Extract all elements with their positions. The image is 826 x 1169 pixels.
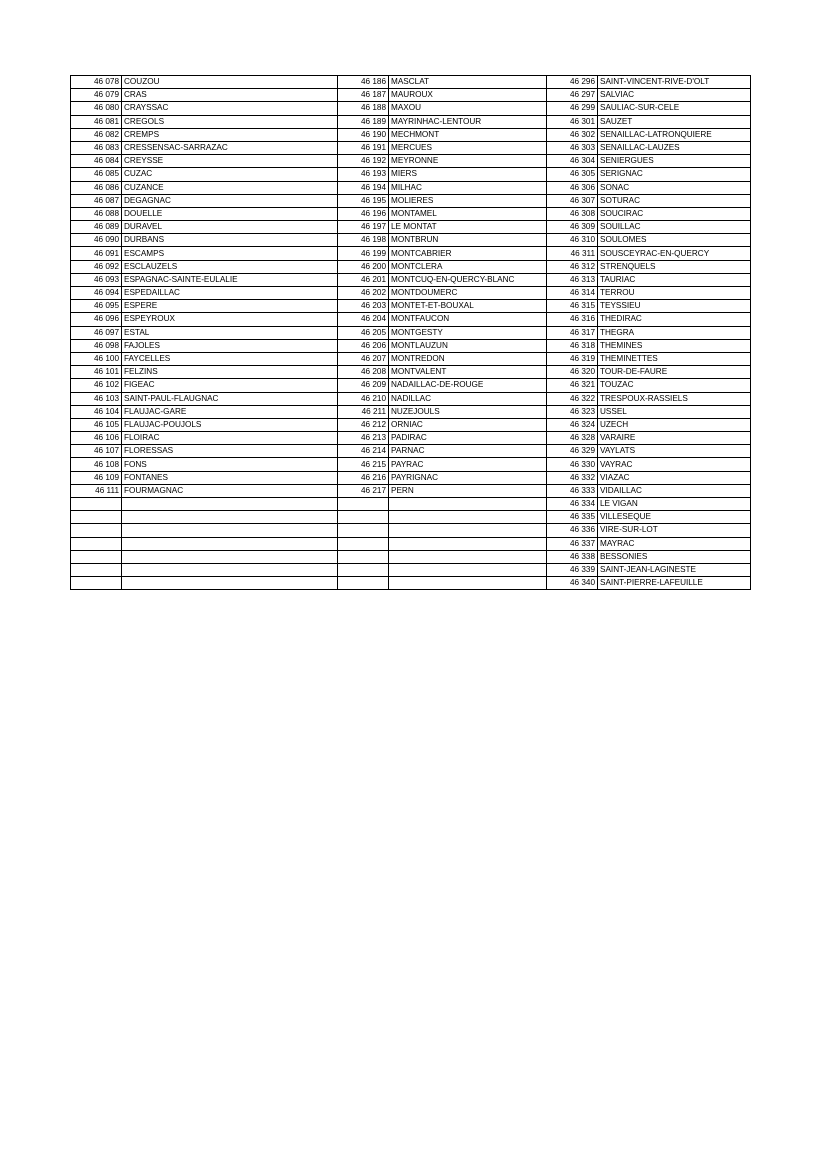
commune-name-cell: SAUZET [598, 115, 751, 128]
commune-name-cell: FELZINS [122, 366, 338, 379]
commune-name-cell: MONTET-ET-BOUXAL [389, 300, 547, 313]
commune-code-cell: 46 200 [338, 260, 389, 273]
commune-code-cell: 46 312 [547, 260, 598, 273]
commune-code-cell [71, 550, 122, 563]
commune-name-cell: PADIRAC [389, 432, 547, 445]
table-row [71, 339, 751, 352]
commune-code-cell: 46 188 [338, 102, 389, 115]
table-row [71, 207, 751, 220]
table-row [71, 458, 751, 471]
commune-name-cell: MECHMONT [389, 128, 547, 141]
commune-code-cell [338, 498, 389, 511]
commune-code-cell: 46 111 [71, 484, 122, 497]
commune-name-cell: MONTCLERA [389, 260, 547, 273]
commune-name-cell [122, 511, 338, 524]
commune-code-cell: 46 078 [71, 76, 122, 89]
commune-name-cell: TERROU [598, 287, 751, 300]
commune-name-cell: CUZANCE [122, 181, 338, 194]
commune-name-cell: SAINT-PAUL-FLAUGNAC [122, 392, 338, 405]
commune-code-cell: 46 324 [547, 418, 598, 431]
commune-code-cell: 46 095 [71, 300, 122, 313]
commune-code-cell: 46 082 [71, 128, 122, 141]
commune-code-cell [338, 524, 389, 537]
commune-code-cell: 46 330 [547, 458, 598, 471]
table-row [71, 484, 751, 497]
commune-code-cell: 46 307 [547, 194, 598, 207]
commune-code-cell: 46 302 [547, 128, 598, 141]
commune-name-cell: THEMINES [598, 339, 751, 352]
commune-code-cell [71, 537, 122, 550]
table-row [71, 141, 751, 154]
commune-code-cell: 46 079 [71, 89, 122, 102]
commune-code-cell: 46 215 [338, 458, 389, 471]
commune-code-cell: 46 209 [338, 379, 389, 392]
commune-name-cell: SENAILLAC-LAUZES [598, 141, 751, 154]
commune-code-cell: 46 337 [547, 537, 598, 550]
commune-name-cell: MERCUES [389, 141, 547, 154]
commune-name-cell: BESSONIES [598, 550, 751, 563]
commune-code-cell: 46 214 [338, 445, 389, 458]
commune-name-cell: TOUR-DE-FAURE [598, 366, 751, 379]
commune-name-cell: FLORESSAS [122, 445, 338, 458]
commune-name-cell: NADAILLAC-DE-ROUGE [389, 379, 547, 392]
commune-code-cell: 46 304 [547, 155, 598, 168]
commune-name-cell: USSEL [598, 405, 751, 418]
commune-code-cell: 46 334 [547, 498, 598, 511]
commune-name-cell: FAYCELLES [122, 352, 338, 365]
commune-code-cell: 46 086 [71, 181, 122, 194]
commune-code-cell: 46 197 [338, 221, 389, 234]
commune-code-cell: 46 081 [71, 115, 122, 128]
commune-code-cell [338, 511, 389, 524]
commune-code-cell: 46 207 [338, 352, 389, 365]
commune-name-cell: VIDAILLAC [598, 484, 751, 497]
commune-code-cell [338, 563, 389, 576]
commune-name-cell: UZECH [598, 418, 751, 431]
commune-name-cell: TRESPOUX-RASSIELS [598, 392, 751, 405]
commune-name-cell: PERN [389, 484, 547, 497]
commune-name-cell: ORNIAC [389, 418, 547, 431]
commune-code-cell: 46 205 [338, 326, 389, 339]
commune-name-cell: ESCLAUZELS [122, 260, 338, 273]
commune-name-cell: VILLESEQUE [598, 511, 751, 524]
commune-name-cell: MEYRONNE [389, 155, 547, 168]
table-row [71, 313, 751, 326]
commune-name-cell: MAYRAC [598, 537, 751, 550]
commune-code-cell: 46 190 [338, 128, 389, 141]
commune-name-cell [122, 563, 338, 576]
commune-code-cell [338, 550, 389, 563]
commune-code-cell: 46 100 [71, 352, 122, 365]
commune-name-cell: SOULOMES [598, 234, 751, 247]
commune-name-cell: PARNAC [389, 445, 547, 458]
commune-code-cell: 46 313 [547, 273, 598, 286]
commune-code-cell [338, 577, 389, 590]
table-row [71, 326, 751, 339]
commune-name-cell: MAXOU [389, 102, 547, 115]
commune-code-cell: 46 096 [71, 313, 122, 326]
commune-name-cell: FLOIRAC [122, 432, 338, 445]
commune-code-cell: 46 102 [71, 379, 122, 392]
commune-name-cell: NUZEJOULS [389, 405, 547, 418]
commune-name-cell: CRAYSSAC [122, 102, 338, 115]
commune-name-cell: MIERS [389, 168, 547, 181]
commune-name-cell: PAYRIGNAC [389, 471, 547, 484]
commune-name-cell: FOURMAGNAC [122, 484, 338, 497]
commune-code-cell: 46 194 [338, 181, 389, 194]
commune-name-cell: MONTVALENT [389, 366, 547, 379]
commune-code-cell: 46 090 [71, 234, 122, 247]
commune-name-cell: DEGAGNAC [122, 194, 338, 207]
commune-code-cell: 46 336 [547, 524, 598, 537]
commune-name-cell [389, 537, 547, 550]
commune-name-cell: CREGOLS [122, 115, 338, 128]
table-row [71, 76, 751, 89]
commune-name-cell: MONTAMEL [389, 207, 547, 220]
commune-name-cell [122, 524, 338, 537]
commune-code-cell: 46 317 [547, 326, 598, 339]
commune-code-cell: 46 333 [547, 484, 598, 497]
commune-code-cell: 46 301 [547, 115, 598, 128]
table-row [71, 471, 751, 484]
commune-name-cell [389, 511, 547, 524]
commune-code-cell: 46 338 [547, 550, 598, 563]
commune-code-cell: 46 217 [338, 484, 389, 497]
commune-name-cell: MILHAC [389, 181, 547, 194]
commune-code-cell: 46 186 [338, 76, 389, 89]
table-row [71, 379, 751, 392]
commune-name-cell: MONTCUQ-EN-QUERCY-BLANC [389, 273, 547, 286]
commune-name-cell: SAULIAC-SUR-CELE [598, 102, 751, 115]
commune-name-cell: LE MONTAT [389, 221, 547, 234]
commune-name-cell: FLAUJAC-POUJOLS [122, 418, 338, 431]
table-row [71, 432, 751, 445]
table-body [71, 76, 751, 590]
commune-code-cell: 46 198 [338, 234, 389, 247]
commune-code-cell: 46 311 [547, 247, 598, 260]
commune-code-cell: 46 083 [71, 141, 122, 154]
table-row [71, 89, 751, 102]
commune-code-cell: 46 098 [71, 339, 122, 352]
commune-code-cell: 46 320 [547, 366, 598, 379]
table-row [71, 168, 751, 181]
table-row [71, 181, 751, 194]
commune-code-cell [71, 563, 122, 576]
commune-name-cell: SOTURAC [598, 194, 751, 207]
commune-name-cell: TOUZAC [598, 379, 751, 392]
commune-name-cell [389, 524, 547, 537]
commune-name-cell: PAYRAC [389, 458, 547, 471]
commune-code-cell [338, 537, 389, 550]
commune-code-cell: 46 213 [338, 432, 389, 445]
commune-code-cell: 46 087 [71, 194, 122, 207]
table-row [71, 445, 751, 458]
commune-name-cell: DURAVEL [122, 221, 338, 234]
commune-name-cell: SONAC [598, 181, 751, 194]
commune-name-cell: ESPEYROUX [122, 313, 338, 326]
commune-code-cell: 46 316 [547, 313, 598, 326]
table-row [71, 247, 751, 260]
commune-name-cell: MOLIERES [389, 194, 547, 207]
table-row [71, 392, 751, 405]
commune-code-cell: 46 303 [547, 141, 598, 154]
commune-name-cell [389, 577, 547, 590]
commune-name-cell: MAUROUX [389, 89, 547, 102]
table-row [71, 366, 751, 379]
commune-code-cell: 46 309 [547, 221, 598, 234]
table-row [71, 498, 751, 511]
commune-name-cell [389, 550, 547, 563]
commune-name-cell: SOUILLAC [598, 221, 751, 234]
table-row [71, 352, 751, 365]
commune-code-cell: 46 323 [547, 405, 598, 418]
commune-name-cell: SOUSCEYRAC-EN-QUERCY [598, 247, 751, 260]
table-row [71, 524, 751, 537]
commune-code-cell: 46 202 [338, 287, 389, 300]
commune-name-cell: ESPAGNAC-SAINTE-EULALIE [122, 273, 338, 286]
commune-name-cell: DOUELLE [122, 207, 338, 220]
table-row [71, 194, 751, 207]
commune-name-cell: MONTCABRIER [389, 247, 547, 260]
commune-name-cell: MONTGESTY [389, 326, 547, 339]
commune-code-cell: 46 192 [338, 155, 389, 168]
commune-code-cell: 46 208 [338, 366, 389, 379]
commune-name-cell: VIRE-SUR-LOT [598, 524, 751, 537]
commune-name-cell [389, 563, 547, 576]
commune-name-cell: VIAZAC [598, 471, 751, 484]
commune-code-cell: 46 315 [547, 300, 598, 313]
commune-name-cell: SOUCIRAC [598, 207, 751, 220]
commune-code-cell: 46 187 [338, 89, 389, 102]
table-row [71, 405, 751, 418]
table-row [71, 221, 751, 234]
commune-name-cell: THEMINETTES [598, 352, 751, 365]
commune-code-cell: 46 305 [547, 168, 598, 181]
commune-code-cell: 46 314 [547, 287, 598, 300]
commune-name-cell: VAYLATS [598, 445, 751, 458]
commune-code-table [70, 75, 751, 590]
commune-code-cell: 46 297 [547, 89, 598, 102]
commune-name-cell: SERIGNAC [598, 168, 751, 181]
commune-code-cell: 46 299 [547, 102, 598, 115]
commune-code-cell: 46 339 [547, 563, 598, 576]
commune-name-cell: MONTREDON [389, 352, 547, 365]
commune-name-cell: MONTFAUCON [389, 313, 547, 326]
commune-code-cell [71, 511, 122, 524]
commune-name-cell: CREYSSE [122, 155, 338, 168]
commune-name-cell: NADILLAC [389, 392, 547, 405]
commune-code-cell: 46 321 [547, 379, 598, 392]
commune-code-cell: 46 328 [547, 432, 598, 445]
commune-code-cell: 46 319 [547, 352, 598, 365]
commune-code-cell: 46 204 [338, 313, 389, 326]
commune-code-cell [71, 524, 122, 537]
commune-name-cell: MASCLAT [389, 76, 547, 89]
commune-name-cell: STRENQUELS [598, 260, 751, 273]
commune-name-cell: THEDIRAC [598, 313, 751, 326]
table-row [71, 234, 751, 247]
table-row [71, 550, 751, 563]
commune-code-cell: 46 103 [71, 392, 122, 405]
commune-code-cell: 46 105 [71, 418, 122, 431]
commune-code-cell: 46 332 [547, 471, 598, 484]
table-row [71, 577, 751, 590]
commune-name-cell: VAYRAC [598, 458, 751, 471]
commune-name-cell: SAINT-PIERRE-LAFEUILLE [598, 577, 751, 590]
commune-code-cell: 46 335 [547, 511, 598, 524]
commune-code-cell: 46 094 [71, 287, 122, 300]
commune-code-cell: 46 106 [71, 432, 122, 445]
table-row [71, 563, 751, 576]
commune-code-cell: 46 308 [547, 207, 598, 220]
commune-name-cell: CUZAC [122, 168, 338, 181]
commune-code-cell: 46 104 [71, 405, 122, 418]
commune-code-cell: 46 107 [71, 445, 122, 458]
commune-name-cell: DURBANS [122, 234, 338, 247]
table-row [71, 102, 751, 115]
commune-name-cell: ESCAMPS [122, 247, 338, 260]
commune-name-cell: MONTDOUMERC [389, 287, 547, 300]
commune-code-cell: 46 329 [547, 445, 598, 458]
commune-name-cell: ESTAL [122, 326, 338, 339]
commune-code-cell: 46 089 [71, 221, 122, 234]
commune-name-cell [122, 498, 338, 511]
table-row [71, 273, 751, 286]
commune-code-cell: 46 189 [338, 115, 389, 128]
commune-code-cell: 46 101 [71, 366, 122, 379]
commune-code-cell: 46 085 [71, 168, 122, 181]
commune-name-cell [122, 577, 338, 590]
commune-code-cell: 46 206 [338, 339, 389, 352]
commune-name-cell: THEGRA [598, 326, 751, 339]
commune-name-cell: TEYSSIEU [598, 300, 751, 313]
commune-name-cell: SALVIAC [598, 89, 751, 102]
commune-name-cell: SENAILLAC-LATRONQUIERE [598, 128, 751, 141]
commune-code-cell: 46 318 [547, 339, 598, 352]
commune-code-cell: 46 191 [338, 141, 389, 154]
commune-code-cell: 46 216 [338, 471, 389, 484]
commune-name-cell [122, 537, 338, 550]
commune-name-cell: SAINT-VINCENT-RIVE-D'OLT [598, 76, 751, 89]
commune-code-cell: 46 201 [338, 273, 389, 286]
commune-name-cell [122, 550, 338, 563]
table-row [71, 511, 751, 524]
table-row [71, 128, 751, 141]
table-row [71, 300, 751, 313]
table-row [71, 537, 751, 550]
commune-name-cell: FLAUJAC-GARE [122, 405, 338, 418]
table-row [71, 155, 751, 168]
table-row [71, 418, 751, 431]
commune-name-cell: COUZOU [122, 76, 338, 89]
commune-code-cell: 46 212 [338, 418, 389, 431]
commune-name-cell: ESPEDAILLAC [122, 287, 338, 300]
commune-code-cell: 46 108 [71, 458, 122, 471]
commune-code-cell: 46 084 [71, 155, 122, 168]
commune-name-cell: FAJOLES [122, 339, 338, 352]
commune-name-cell: SAINT-JEAN-LAGINESTE [598, 563, 751, 576]
table-row [71, 287, 751, 300]
commune-code-cell [71, 577, 122, 590]
table-row [71, 260, 751, 273]
commune-code-cell: 46 322 [547, 392, 598, 405]
commune-name-cell: MONTLAUZUN [389, 339, 547, 352]
commune-name-cell: CRESSENSAC-SARRAZAC [122, 141, 338, 154]
commune-code-cell: 46 211 [338, 405, 389, 418]
commune-code-cell: 46 080 [71, 102, 122, 115]
commune-code-cell: 46 210 [338, 392, 389, 405]
commune-name-cell: SENIERGUES [598, 155, 751, 168]
commune-name-cell: FONTANES [122, 471, 338, 484]
commune-code-cell: 46 195 [338, 194, 389, 207]
table-row [71, 115, 751, 128]
commune-name-cell: LE VIGAN [598, 498, 751, 511]
commune-code-cell: 46 092 [71, 260, 122, 273]
commune-name-cell: MONTBRUN [389, 234, 547, 247]
commune-name-cell: ESPERE [122, 300, 338, 313]
commune-code-cell: 46 310 [547, 234, 598, 247]
commune-code-cell: 46 296 [547, 76, 598, 89]
commune-name-cell: CRAS [122, 89, 338, 102]
commune-name-cell: MAYRINHAC-LENTOUR [389, 115, 547, 128]
commune-name-cell [389, 498, 547, 511]
commune-code-cell: 46 193 [338, 168, 389, 181]
commune-name-cell: FIGEAC [122, 379, 338, 392]
commune-code-cell: 46 203 [338, 300, 389, 313]
commune-name-cell: CREMPS [122, 128, 338, 141]
commune-name-cell: VARAIRE [598, 432, 751, 445]
commune-code-cell [71, 498, 122, 511]
commune-code-cell: 46 196 [338, 207, 389, 220]
commune-code-cell: 46 109 [71, 471, 122, 484]
commune-name-cell: TAURIAC [598, 273, 751, 286]
commune-name-cell: FONS [122, 458, 338, 471]
commune-code-cell: 46 306 [547, 181, 598, 194]
commune-code-cell: 46 199 [338, 247, 389, 260]
commune-code-cell: 46 097 [71, 326, 122, 339]
commune-code-cell: 46 091 [71, 247, 122, 260]
commune-code-cell: 46 093 [71, 273, 122, 286]
commune-code-cell: 46 088 [71, 207, 122, 220]
commune-code-cell: 46 340 [547, 577, 598, 590]
